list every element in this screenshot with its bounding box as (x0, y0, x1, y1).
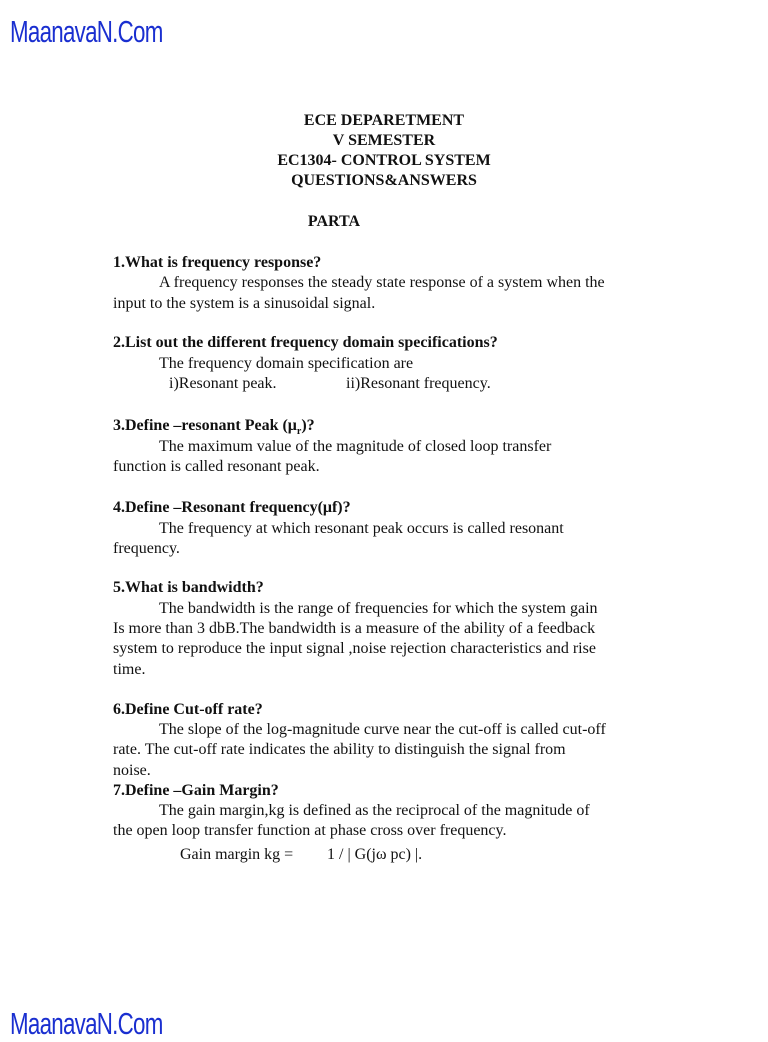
answer-5-line-2: Is more than 3 dbB.The bandwidth is a measure of the ability of a feedback (113, 620, 596, 637)
answer-5-line-4: time. (113, 661, 146, 678)
question-5: 5.What is bandwidth? (113, 579, 264, 596)
answer-6-line-3: noise. (113, 762, 151, 779)
answer-6-line-1: The slope of the log-magnitude curve near the cut-off is called cut-off (159, 721, 606, 738)
department-heading: ECE DEPARETMENT (303, 112, 465, 129)
answer-1-line-1: A frequency responses the steady state response of a system when the (159, 274, 605, 291)
answer-3-line-1: The maximum value of the magnitude of closed loop transfer (159, 438, 552, 455)
site-logo-top: MaanavaN.Com (10, 14, 163, 49)
answer-7-line-1: The gain margin,kg is defined as the reciprocal of the magnitude of (159, 802, 590, 819)
gain-margin-formula-value: 1 / | G(jω pc) |. (327, 846, 423, 863)
subtitle-heading: QUESTIONS&ANSWERS (291, 172, 477, 189)
question-1: 1.What is frequency response? (113, 254, 322, 271)
answer-5-line-1: The bandwidth is the range of frequencies for which the system gain (159, 600, 598, 617)
gain-margin-formula-label: Gain margin kg = (180, 846, 294, 863)
answer-3-line-2: function is called resonant peak. (113, 458, 320, 475)
answer-2-item-1: i)Resonant peak. (169, 375, 277, 392)
question-4: 4.Define –Resonant frequency(μf)? (113, 499, 351, 516)
question-7: 7.Define –Gain Margin? (113, 782, 279, 799)
course-heading: EC1304- CONTROL SYSTEM (277, 152, 491, 169)
answer-1-line-2: input to the system is a sinusoidal signal. (113, 295, 376, 312)
answer-5-line-3: system to reproduce the input signal ,noise rejection characteristics and rise (113, 640, 596, 657)
answer-4-line-2: frequency. (113, 540, 180, 557)
part-heading: PARTA (307, 213, 361, 230)
question-2: 2.List out the different frequency domain specifications? (113, 334, 498, 351)
answer-4-line-1: The frequency at which resonant peak occurs is called resonant (159, 520, 564, 537)
question-3: 3.Define –resonant Peak $(\mu_r)$? (113, 417, 315, 438)
answer-6-line-2: rate. The cut-off rate indicates the ability to distinguish the signal from (113, 741, 566, 758)
question-6: 6.Define Cut-off rate? (113, 701, 263, 718)
answer-2-item-2: ii)Resonant frequency. (346, 375, 491, 392)
answer-7-line-2: the open loop transfer function at phase cross over frequency. (113, 822, 507, 839)
answer-2-line-1: The frequency domain specification are (159, 355, 414, 372)
semester-heading: V SEMESTER (332, 132, 436, 149)
site-logo-bottom: MaanavaN.Com (10, 1006, 163, 1041)
